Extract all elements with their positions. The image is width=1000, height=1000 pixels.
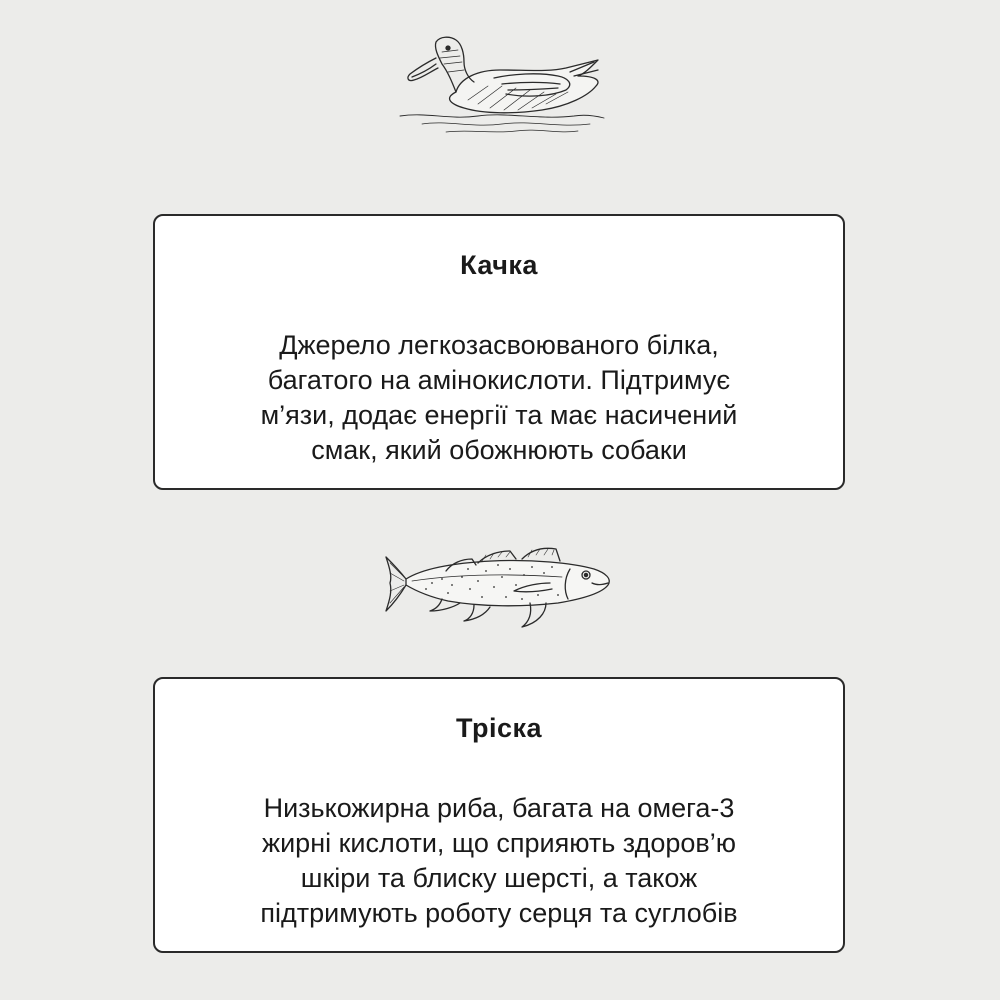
description-line: Джерело легкозасвоюваного білка, <box>279 330 719 360</box>
duck-card <box>153 214 845 490</box>
description-line: шкіри та блиску шерсті, а також <box>300 863 698 893</box>
card-description <box>189 328 809 468</box>
description-line: м’язи, додає енергії та має насичений <box>260 400 738 430</box>
duck-illustration <box>398 30 606 138</box>
card-title: Тріска <box>455 713 542 743</box>
description-line: підтримують роботу серця та суглобів <box>260 898 738 928</box>
description-line: Низькожирна риба, багата на омега-3 <box>263 793 735 823</box>
card-description <box>189 791 809 931</box>
card-title: Качка <box>460 250 538 280</box>
description-line: жирні кислоти, що сприяють здоров’ю <box>262 828 736 858</box>
description-line: смак, який обожнюють собаки <box>311 435 687 465</box>
cod-fish-illustration <box>382 533 614 631</box>
description-line: багатого на амінокислоти. Підтримує <box>267 365 731 395</box>
cod-card <box>153 677 845 953</box>
